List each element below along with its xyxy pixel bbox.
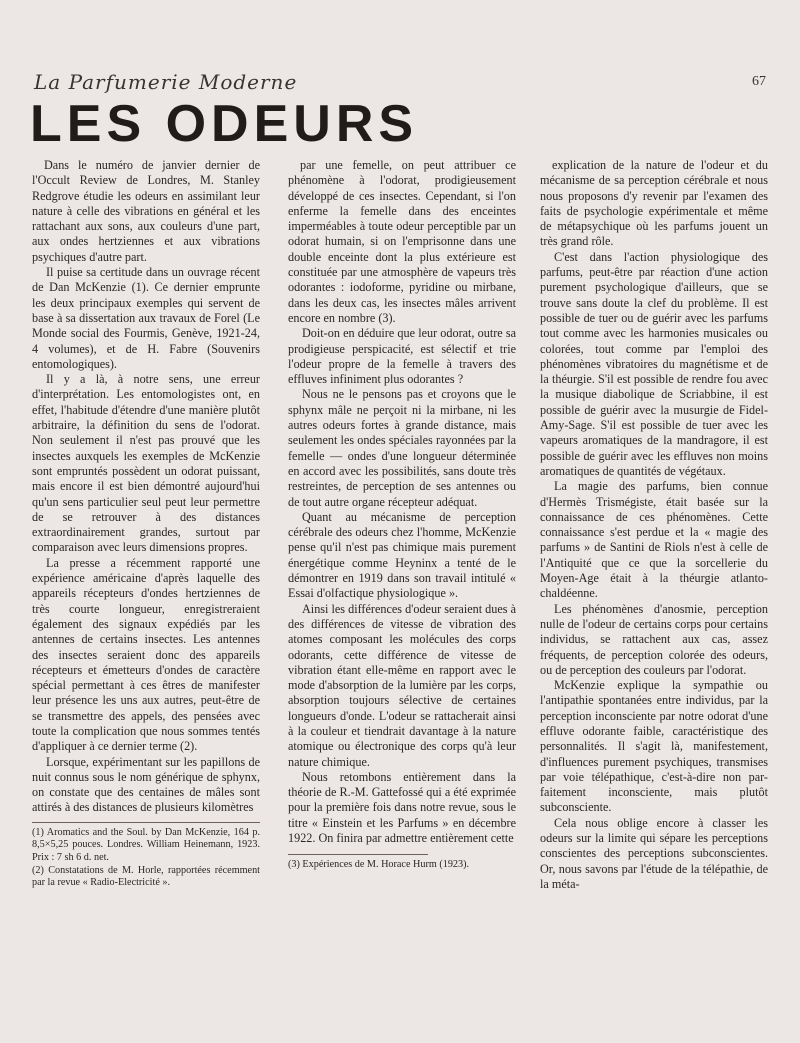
paragraph: Quant au mécanisme de perception cérébrale des odeurs chez l'homme, McKenzie pense qu'il n'est pas chimique mais purement énergétique comme Heyninx a tenté de le démontrer en 1919 dans son travail intitulé « Essai d'olfactique physiologique ». xyxy=(288,509,516,601)
footnote: (3) Expériences de M. Horace Hurm (1923). xyxy=(288,859,470,871)
footnotes xyxy=(32,822,260,890)
paragraph: Ainsi les différences d'odeur seraient dues à des différences de vitesse de vibration des atomes composant les molécules des corps odorants, cette différence de vitesse de vibration étant elle-même en rapport avec le mode d'absorption de la lumière par les corps, absorption toujours sélective de certaines longueurs d'onde. L'odeur se rattacherait ainsi à la couleur et tiendrait davantage à la nature atomique ou électronique des corps qu'à leur nature chimique. xyxy=(288,601,516,769)
paragraph: par une femelle, on peut attribuer ce phénomène à l'odorat, prodigieusement développé de ces insectes. Cependant, si l'on enferme la femelle dans des enceintes imperméables à toute odeur perceptible par un odorat humain, si on l'emprisonne dans une double enceinte dont la plus extérieure est constituée par une atmosphère de vapeurs très odorantes : iodoforme, pyridine ou mirbane, dans les deux cas, les insectes mâles arrivent encore en nombre (3). xyxy=(288,158,516,325)
running-title: La Parfumerie Moderne xyxy=(34,70,298,94)
paragraph: Cela nous oblige encore à classer les odeurs sur la limite qui sépare les perceptions conscientes des perceptions subconscientes. Or, nous savons par l'étude de la télépathie, de la méta- xyxy=(540,815,768,891)
paragraph: Il y a là, à notre sens, une erreur d'interprétation. Les entomologistes ont, en effet, l'habitude d'étendre d'une manière plutôt arbitraire, la définition du sens de l'odorat. Non seulement il n'est pas prouvé que les insectes auxquels les exemples de McKenzie sont empruntés possèdent un odorat puissant, mais encore il est bien démontré aujourd'hui qu'un sens particulier seul peut leur permettre de se retrouver à des distances extraordinairement grandes, surtout par comparaison avec leurs dimensions propres. xyxy=(32,372,260,555)
text-column-1 xyxy=(32,158,260,1028)
footnote: (1) Aromatics and the Soul. by Dan McKenzie, 164 p. 8,5×5,25 pouces. Londres. William Heinemann, 1923. Prix : 7 sh 6 d. net. xyxy=(32,826,260,863)
paragraph: C'est dans l'action physiologique des parfums, peut-être par réaction d'une action purement psychologique d'ailleurs, que se trouve sans doute la clef du problème. Il est possible de tuer ou de guérir avec les parfums tout comme avec les harmonies musicales ou colorées, tout comme par l'emploi des phénomènes vibratoires du magnétisme et de la théurgie. S'il est possible de rendre fou avec la musique diabolique de Scriabbine, il est possible de guérir avec la musurgie de Fidel-Amy-Sage. S'il est possible de tuer avec les vapeurs aromatiques de la mandragore, il est possible de guérir avec les effluves non moins aromatiques de quantités de végétaux. xyxy=(540,249,768,478)
paragraph: McKenzie explique la sympathie ou l'antipathie spontanées entre individus, par la perception inconsciente par notre odorat d'une effluve odorante faible, caractéristique des personnalités. Il s'agit là, manifestement, d'influences purement psychiques, transmises par voie télépathique, c'est-à-dire non par-faitement inconsciente, mais plutôt subconsciente. xyxy=(540,678,768,815)
paragraph: La magie des parfums, bien connue d'Hermès Trismégiste, était basée sur la connaissance de ces phénomènes. Cette connaissance s'est perdue et la « magie des parfums » de Santini de Riols n'est à celle de l'Antiquité que ce que la sorcellerie du Moyen-Age était à la théurgie atlanto-chaldéenne. xyxy=(540,479,768,601)
paragraph: Dans le numéro de janvier dernier de l'Occult Review de Londres, M. Stanley Redgrove étudie les odeurs en assimilant leur nature à celle des vibrations en général et les rattachant aux sons, aux couleurs d'une part, aux ondes hertziennes et aux vibrations psychiques d'autre part. xyxy=(32,158,260,264)
paragraph: Doit-on en déduire que leur odorat, outre sa prodigieuse perspicacité, est sélectif et trie l'odeur propre de la femelle à travers des effluves infiniment plus odorantes ? xyxy=(288,326,516,387)
footnote: (2) Constatations de M. Horle, rapportées récemment par la revue « Radio-Electricité ». xyxy=(32,864,260,889)
paragraph: Les phénomènes d'anosmie, perception nulle de l'odeur de certains corps pour certains individus, se rattachent aux cas, assez fréquents, de perception colorée des odeurs, ou de perception des couleurs par l'odorat. xyxy=(540,601,768,677)
article-title: LES ODEURS xyxy=(30,95,419,153)
text-column-3 xyxy=(540,158,768,1028)
text-column-2 xyxy=(288,158,516,1028)
paragraph: explication de la nature de l'odeur et du mécanisme de sa perception cérébrale et nous nous proposons d'y revenir par l'examen des faits de psychologie expérimentale et même de métapsychique où les parfums jouent un très grand rôle. xyxy=(540,158,768,249)
paragraph: Nous retombons entièrement dans la théorie de R.-M. Gattefossé qui a été exprimée pour la première fois dans notre revue, sous le titre « Einstein et les Parfums » en décembre 1922. On finira par admettre entièrement cette xyxy=(288,769,516,846)
page-number: 67 xyxy=(752,74,766,89)
paragraph: La presse a récemment rapporté une expérience américaine d'après laquelle des appareils récepteurs d'ondes hertziennes de très courte longueur, enregistreraient également des signaux expédiés par les antennes de certains insectes. Les antennes des insectes seraient donc des appareils récepteurs et émetteurs d'ondes de caractère spécial permettant à ces êtres de manifester leur présence les uns aux autres, peut-être de se transmettre des appels, des pensées avec toute la complication que nous sommes tentés d'appliquer à ce dernier terme (2). xyxy=(32,555,260,754)
paragraph: Lorsque, expérimentant sur les papillons de nuit connus sous le nom générique de sphynx, on constate que des centaines de mâles sont attirés à des distances de plusieurs kilomètres xyxy=(32,754,260,815)
paragraph: Il puise sa certitude dans un ouvrage récent de Dan McKenzie (1). Ce dernier emprunte les deux principaux exemples qui servent de base à sa dissertation aux travaux de Forel (Le Monde social des Fourmis, Genève, 1921-24, 4 volumes), et de H. Fabre (Souvenirs entomologiques). xyxy=(32,265,260,371)
footnotes xyxy=(288,854,470,872)
paragraph: Nous ne le pensons pas et croyons que le sphynx mâle ne perçoit ni la mirbane, ni les autres odeurs fortes à grande distance, mais seulement les ondes spéciales rayonnées par la femelle — ondes d'une longueur déterminée en accord avec les possibilités, sans doute très restreintes, de perception de ses antennes ou de tout autre organe récepteur adéquat. xyxy=(288,387,516,509)
